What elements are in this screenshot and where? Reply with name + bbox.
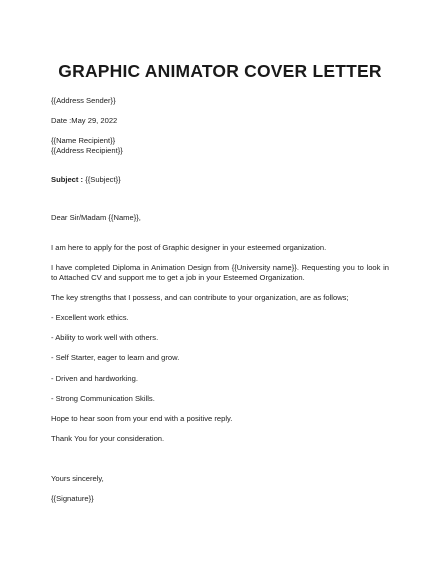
strength-item: - Driven and hardworking. [51,374,138,383]
strength-item: - Ability to work well with others. [51,333,159,342]
sender-address: {{Address Sender}} [51,96,116,105]
strength-item: - Strong Communication Skills. [51,394,155,403]
strengths-intro-paragraph: The key strengths that I possess, and can contribute to your organization, are as follows; [51,293,349,302]
intro-paragraph: I am here to apply for the post of Graphic designer in your esteemed organization. [51,243,327,252]
document-title: GRAPHIC ANIMATOR COVER LETTER [58,61,382,81]
letter-date: Date :May 29, 2022 [51,116,118,125]
strength-item: - Excellent work ethics. [51,313,129,322]
signoff: Yours sincerely, [51,474,104,483]
subject-line [51,175,121,185]
subject-label: Subject : [51,175,84,184]
closing-line: Hope to hear soon from your end with a positive reply. [51,414,233,423]
subject-value: {{Subject}} [83,175,121,184]
recipient-name: {{Name Recipient}} [51,136,116,145]
closing-line: Thank You for your consideration. [51,434,165,443]
strength-item: - Self Starter, eager to learn and grow. [51,353,180,362]
signature: {{Signature}} [51,494,94,503]
qualification-paragraph: I have completed Diploma in Animation Design from {{University name}}. Requesting you to look in to Attached CV and support me to get a job in your Esteemed Organization. [51,263,389,282]
recipient-address: {{Address Recipient}} [51,146,123,155]
salutation: Dear Sir/Madam {{Name}}, [51,213,141,222]
